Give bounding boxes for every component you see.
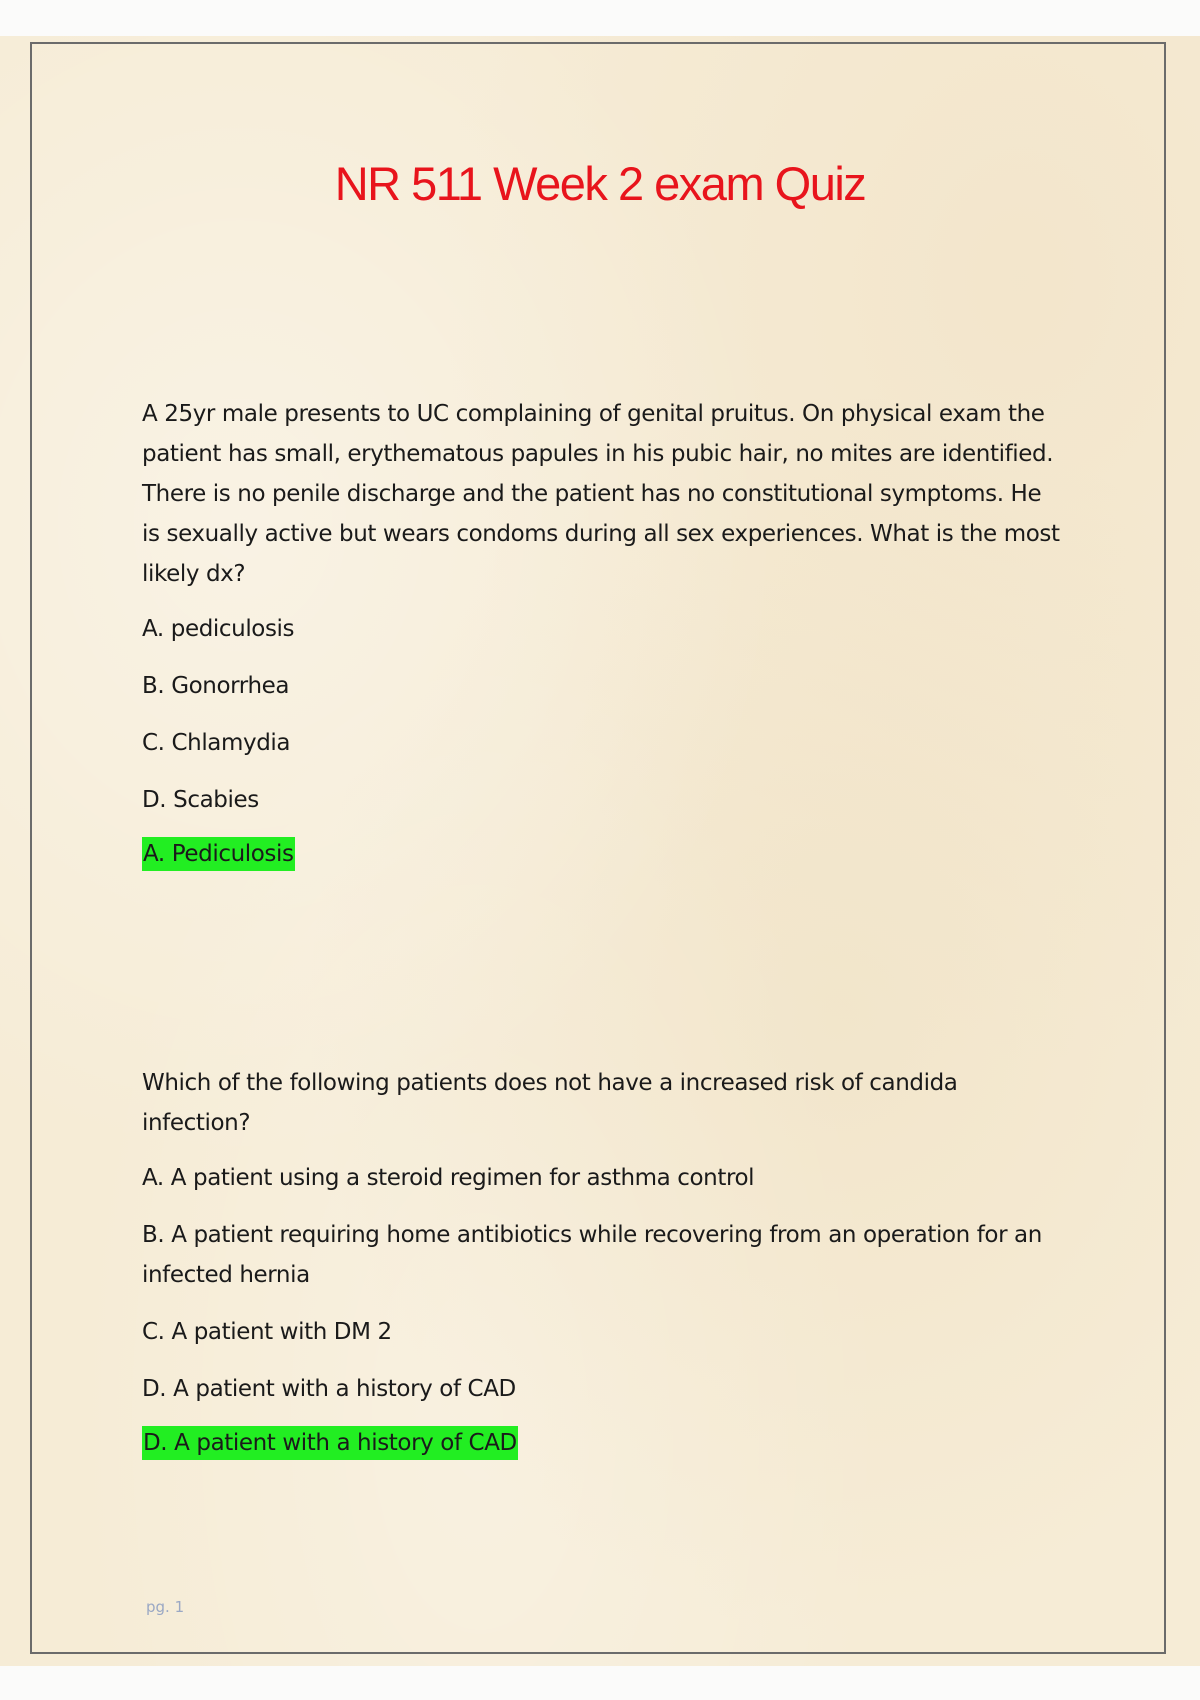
option-b: B. A patient requiring home antibiotics while recovering from an operation for an infected hernia bbox=[142, 1222, 1042, 1288]
option-a: A. pediculosis bbox=[142, 616, 295, 642]
question-block-1 bbox=[142, 394, 1062, 871]
question-block-2 bbox=[142, 1063, 1062, 1460]
highlighted-answer: A. Pediculosis bbox=[142, 837, 295, 871]
question-text: A 25yr male presents to UC complaining of genital pruitus. On physical exam the patient has small, erythematous papules in his pubic hair, no mites are identified. There is no penile discharge and the patient has no constitutional symptoms. He is sexually active but wears condoms during all sex experiences. What is the most likely dx? bbox=[142, 401, 1060, 587]
option-d: D. A patient with a history of CAD bbox=[142, 1376, 516, 1402]
option-c: C. Chlamydia bbox=[142, 730, 291, 756]
option-b: B. Gonorrhea bbox=[142, 673, 290, 699]
option-a: A. A patient using a steroid regimen for asthma control bbox=[142, 1165, 755, 1191]
option-c: C. A patient with DM 2 bbox=[142, 1319, 392, 1345]
highlighted-answer: D. A patient with a history of CAD bbox=[142, 1426, 518, 1460]
option-d: D. Scabies bbox=[142, 787, 259, 813]
document-title: NR 511 Week 2 exam Quiz bbox=[334, 157, 866, 210]
question-text: Which of the following patients does not have a increased risk of candida infection? bbox=[142, 1070, 958, 1136]
page-number: pg. 1 bbox=[146, 1598, 185, 1616]
